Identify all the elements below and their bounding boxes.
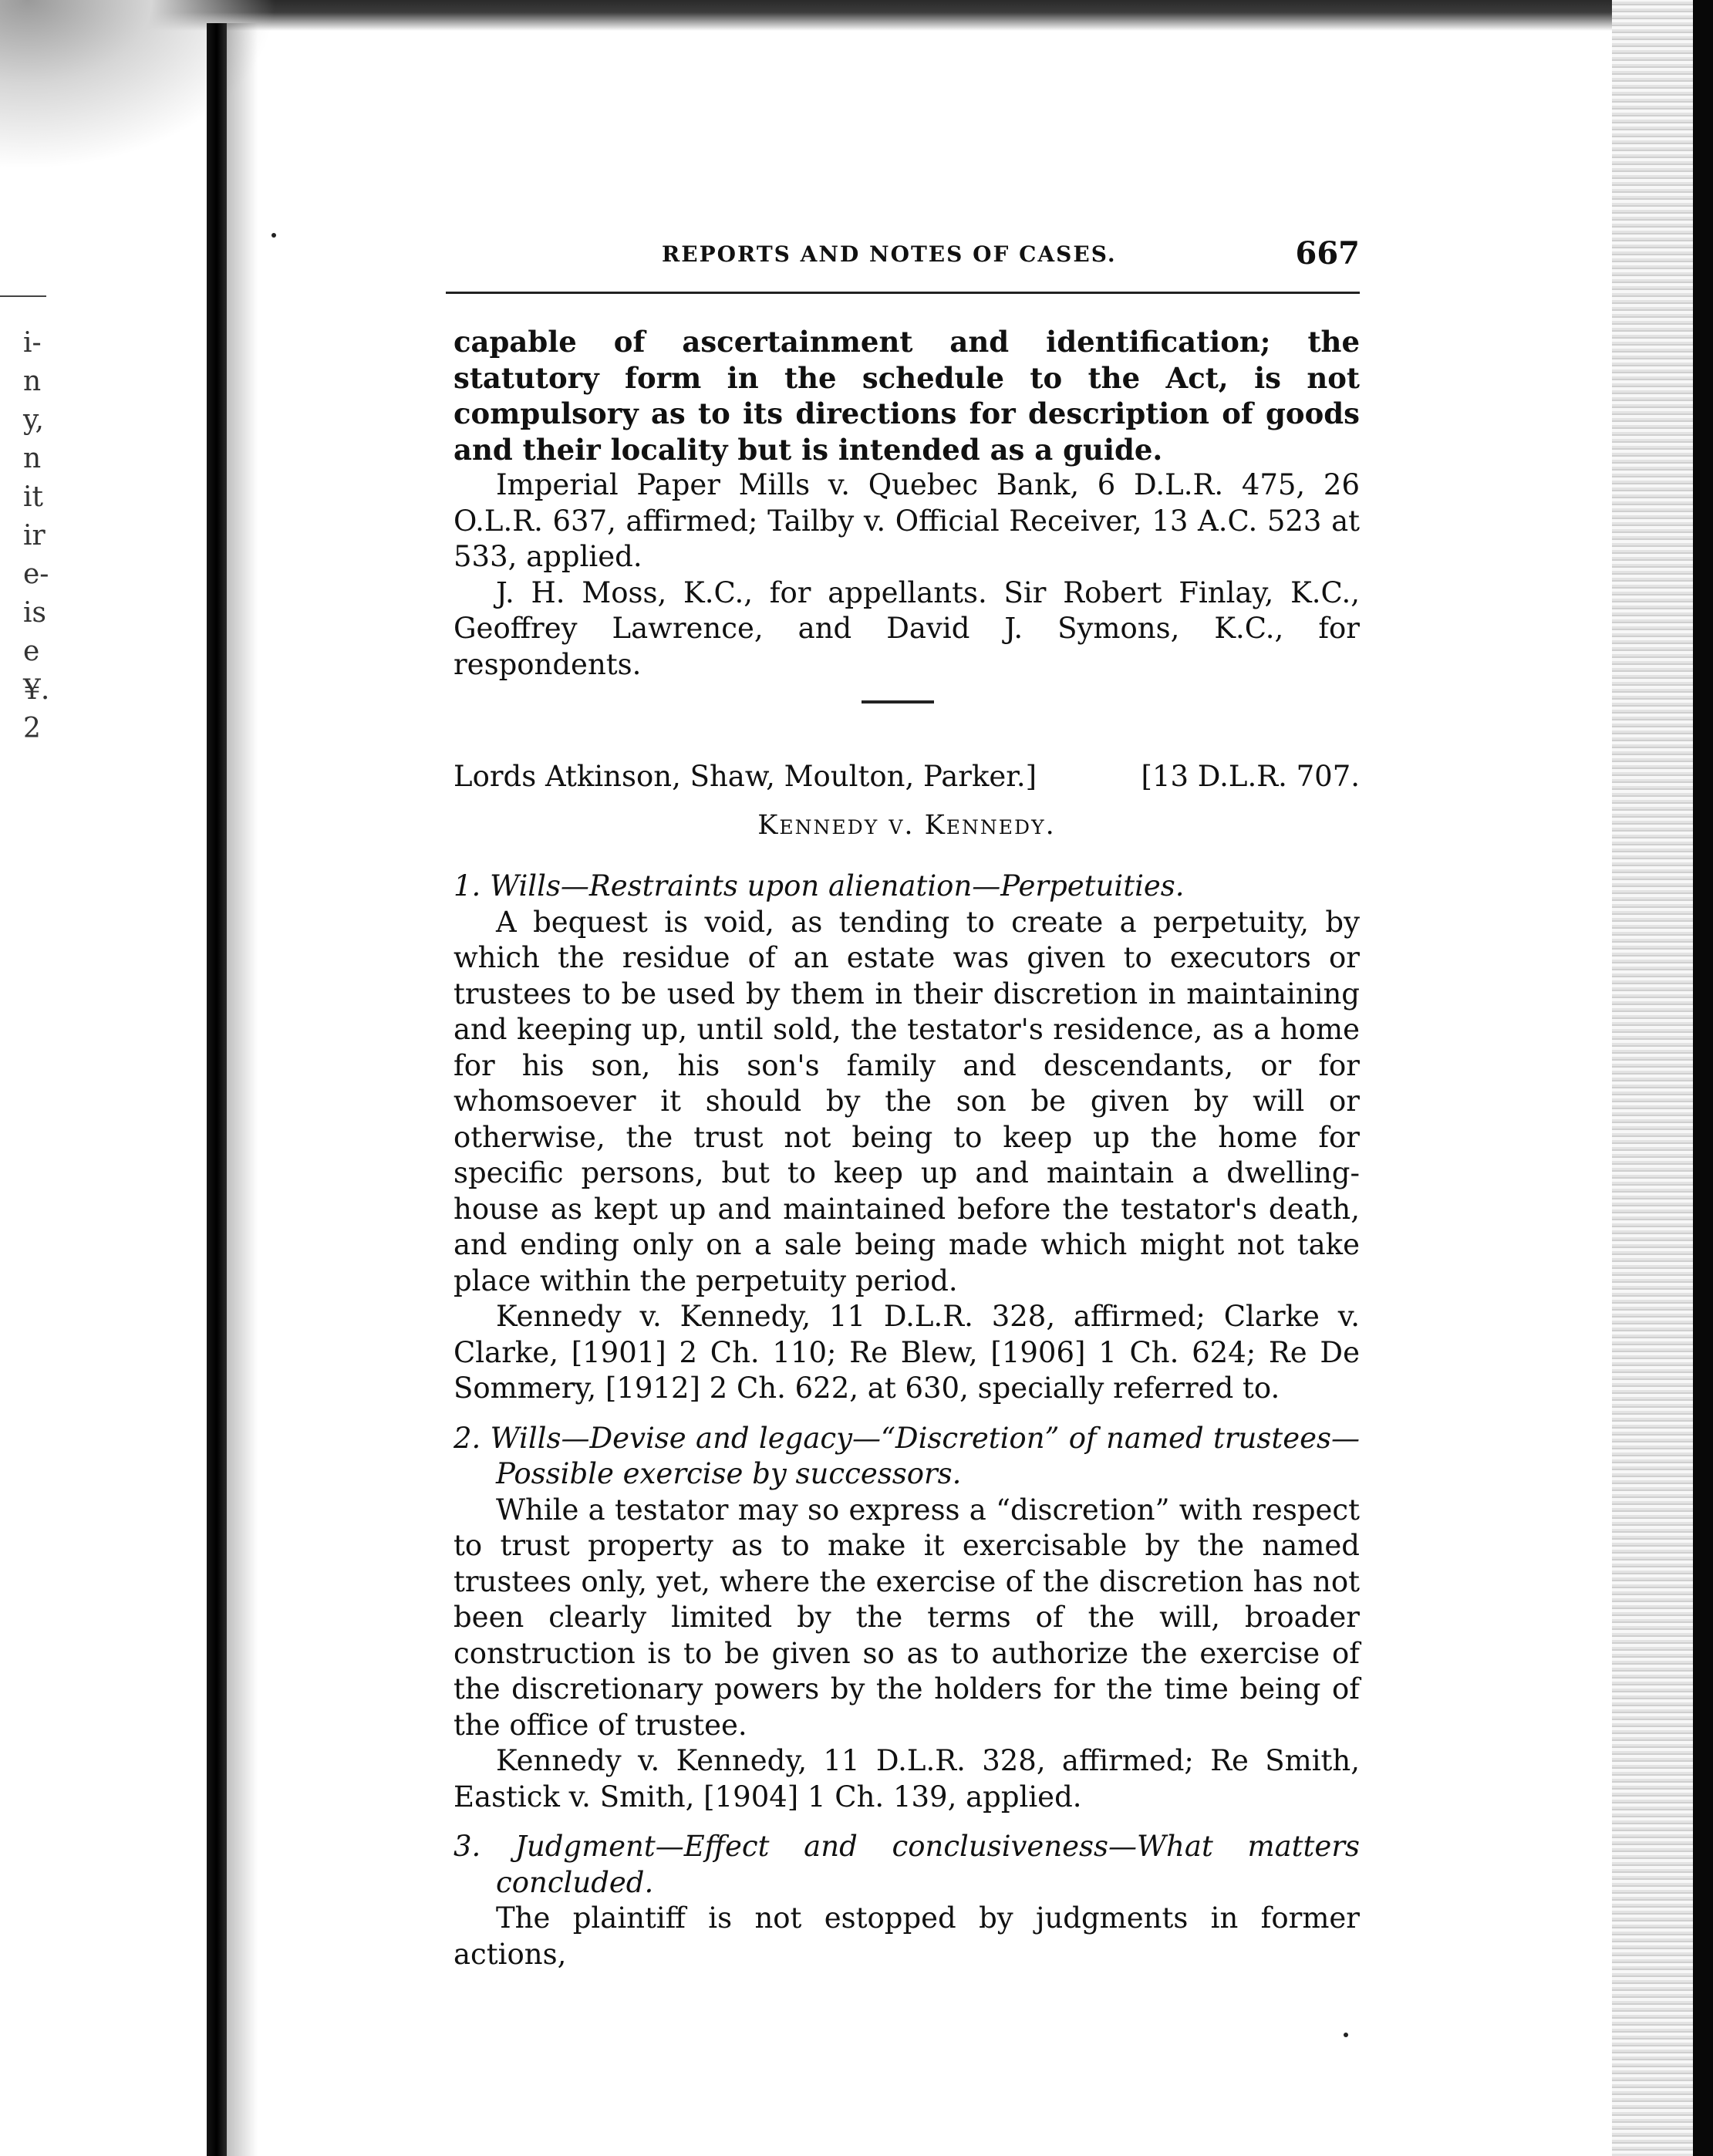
headnote-text: A bequest is void, as tending to create a perpetuity, by which the residue of an estate was given to executors or trustees to be used by them in their discretion in maintaining and keeping up, until sold, the testator's residence, as a home for his son, his son's family and descendants, or for whomsoever it should by the son be given by will or otherwise, the trust not being to keep up the home for specific persons, but to keep up and maintain a dwelling-house as kept up and maintained before the testator's death, and ending only on a sale being made which might not take place within the perpetuity period. (454, 905, 1360, 1297)
headnote-citations: Kennedy v. Kennedy, 11 D.L.R. 328, affirmed; Re Smith, Eastick v. Smith, [1904] 1 Ch. 139, applied. (454, 1744, 1360, 1814)
margin-fragment: ¥. (23, 674, 50, 706)
counsel-paragraph: J. H. Moss, K.C., for appellants. Sir Robert Finlay, K.C., Geoffrey Lawrence, and David J. Symons, K.C., for respondents. (454, 575, 1360, 681)
margin-fragment: e- (23, 558, 49, 590)
citation-paragraph: Imperial Paper Mills v. Quebec Bank, 6 D.L.R. 475, 26 O.L.R. 637, affirmed; Tailby v. Official Receiver, 13 A.C. 523 at 533, applied. (454, 468, 1360, 573)
opening-section (454, 324, 1360, 683)
margin-rule (0, 295, 46, 297)
binding-gutter (207, 23, 227, 2156)
margin-fragment: n (23, 366, 42, 397)
margin-fragment: i- (23, 327, 42, 359)
margin-fragment: y, (23, 404, 44, 436)
headnotes (454, 855, 1360, 1972)
headnote-heading: 3. Judgment—Effect and conclusiveness—What matters concluded. (454, 1830, 1360, 1899)
headnote-heading: 2. Wills—Devise and legacy—“Discretion” of named trustees—Possible exercise by successors. (454, 1421, 1360, 1490)
margin-fragment: n (23, 443, 42, 474)
margin-fragment: 2 (23, 713, 41, 744)
page-number: 667 (1295, 235, 1360, 272)
running-head (454, 235, 1360, 282)
case-judges: Lords Atkinson, Shaw, Moulton, Parker.] (454, 760, 1037, 793)
case-header (454, 760, 1360, 798)
running-head-title: REPORTS AND NOTES OF CASES. (662, 241, 1117, 267)
margin-fragment: it (23, 481, 43, 513)
margin-fragment: ir (23, 520, 46, 552)
margin-fragment: is (23, 597, 46, 629)
left-margin-fragments (23, 324, 50, 748)
margin-fragment: e (23, 636, 40, 667)
case-title: Kennedy v. Kennedy. (757, 810, 1056, 841)
header-rule (446, 292, 1360, 294)
section-divider (862, 700, 934, 703)
gutter-shadow (227, 23, 258, 2156)
scan-speck (271, 233, 276, 238)
scan-speck (1344, 2033, 1348, 2037)
headnote-citations: Kennedy v. Kennedy, 11 D.L.R. 328, affirmed; Clarke v. Clarke, [1901] 2 Ch. 110; Re Blew, [1906] 1 Ch. 624; Re De Sommery, [1912] 2 Ch. 622, at 630, specially referred to. (454, 1300, 1360, 1405)
headnote-text: While a testator may so express a “discretion” with respect to trust property as to make it exercisable by the named trustees only, yet, where the exercise of the discretion has not been clearly limited by the terms of the will, broader construction is to be given so as to authorize the exercise of the discretionary powers by the holders for the time being of the office of trustee. (454, 1493, 1360, 1742)
headnote-heading: 1. Wills—Restraints upon alienation—Perpetuities. (454, 869, 1185, 903)
headnote-text: The plaintiff is not estopped by judgments in former actions, (454, 1901, 1360, 1971)
case-reference: [13 D.L.R. 707. (1141, 760, 1360, 793)
scan-edge-right (1693, 0, 1713, 2156)
continued-paragraph: capable of ascertainment and identification; the statutory form in the schedule to the Act, is not compulsory as to its directions for description of goods and their locality but is intended as a guide. (454, 325, 1360, 467)
